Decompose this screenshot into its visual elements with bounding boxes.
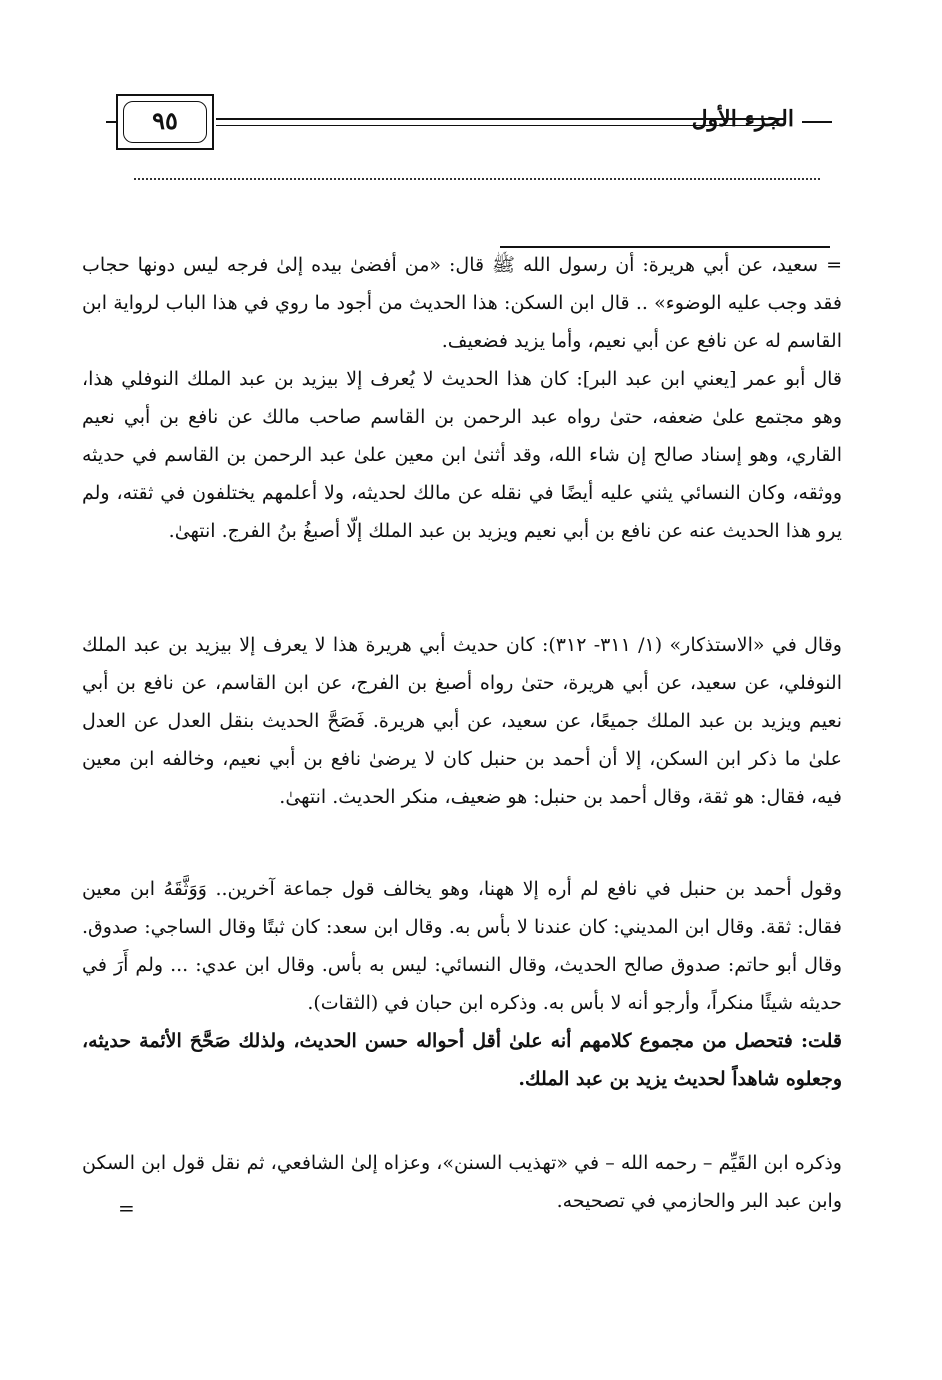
paragraph: = سعيد، عن أبي هريرة: أن رسول الله ﷺ قال: «من أفضىٰ بيده إلىٰ فرجه ليس دونها حجاب فقد وجب عليه الوضوء» .. قال ابن السكن: هذا الحديث من أجود ما روي في هذا الباب لرواية ابن القاسم له عن نافع عن أبي نعيم، وأما يزيد فضعيف. [82,254,842,352]
paragraph-conclusion [82,1022,842,1098]
dotted-separator [134,178,820,180]
paragraph: وذكره ابن القَيِّم – رحمه الله – في «تهذيب السنن»، وعزاه إلىٰ الشافعي، ثم نقل قول ابن السكن وابن عبد البر والحازمي في تصحيحه. [82,1152,842,1212]
paragraph-footnote-continuation [82,246,842,360]
volume-title: الجزء الأول [691,106,794,132]
paragraph-ahmad-ibn-hanbal [82,870,842,1022]
paragraph: وقول أحمد بن حنبل في نافع لم أره إلا ههنا، وهو يخالف قول جماعة آخرين.. وَوَثَّقَهُ ابن معين فقال: ثقة. وقال ابن المديني: كان عندنا لا بأس به. وقال ابن سعد: كان ثبتًا وقال الساجي: صدوق. وقال أبو حاتم: صدوق صالح الحديث، وقال النسائي: ليس به بأس. وقال ابن عدي: ... ولم أَرَ في حديثه شيئًا منكراً، وأرجو أنه لا بأس به. وذكره ابن حبان في (الثقات). [82,878,842,1014]
page-number: ٩٥ [152,106,178,135]
continuation-mark: = [118,1196,135,1220]
paragraph: قال أبو عمر [يعني ابن عبد البر]: كان هذا الحديث لا يُعرف إلا بيزيد بن عبد الملك النوفلي هذا، وهو مجتمع علىٰ ضعفه، حتىٰ رواه عبد الرحمن بن القاسم صاحب مالك عن نافع بن أبي نعيم القاري، وهو إسناد صالح إن شاء الله، وقد أثنىٰ ابن معين علىٰ عبد الرحمن بن القاسم في حديثه ووثقه، وكان النسائي يثني عليه أيضًا في نقله عن مالك لحديثه، ولا أعلمهم يختلفون في ثقته، ولم يرو هذا الحديث عنه عن نافع بن أبي نعيم ويزيد بن عبد الملك إلّا أصبغُ بنُ الفرج. انتهىٰ. [82,368,842,542]
paragraph-istidhkar [82,626,842,816]
page-header [110,94,832,154]
paragraph: قلت: فتحصل من مجموع كلامهم أنه علىٰ أقل أحواله حسن الحديث، ولذلك صَحَّحَ الأئمة حديثه، وجعلوه شاهداً لحديث يزيد بن عبد الملك. [82,1030,842,1090]
paragraph-abu-umar [82,360,842,550]
paragraph: وقال في «الاستذكار» (١/ ٣١١- ٣١٢): كان حديث أبي هريرة هذا لا يعرف إلا بيزيد بن عبد الملك النوفلي، عن سعيد، عن أبي هريرة، حتىٰ رواه أصبغ بن الفرج، عن ابن القاسم، عن نافع بن أبي نعيم ويزيد بن عبد الملك جميعًا، عن سعيد، عن أبي هريرة. فَصَحَّ الحديث بنقل العدل عن العدل علىٰ ما ذكر ابن السكن، إلا أن أحمد بن حنبل كان لا يرضىٰ نافع بن أبي نعيم، وخالفه ابن معين فيه، فقال: هو ثقة، وقال أحمد بن حنبل: هو ضعيف، منكر الحديث. انتهىٰ. [82,634,842,808]
header-rule-right [802,121,832,123]
page-number-frame [116,94,214,150]
paragraph-ibn-qayyim [82,1144,842,1220]
